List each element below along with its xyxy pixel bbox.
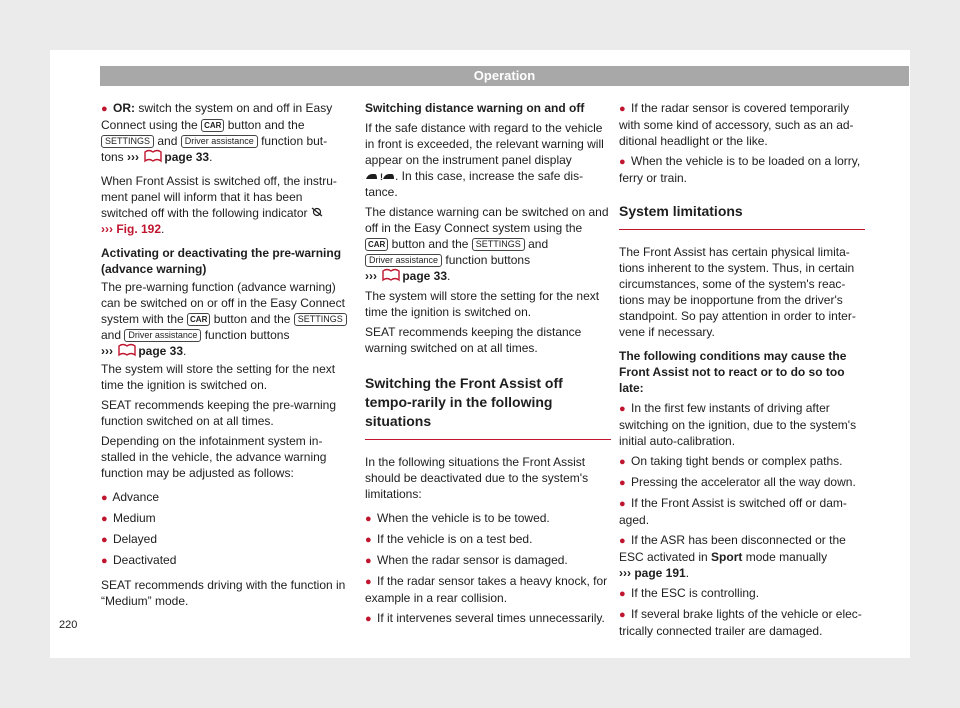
book-icon xyxy=(382,268,400,282)
settings-button-icon: SETTINGS xyxy=(294,313,347,326)
car-button-icon: CAR xyxy=(201,119,224,132)
header-bar: Operation xyxy=(100,66,909,86)
conditions-heading: The following conditions may cause the Front Assist not to react or to do so too late: xyxy=(619,349,847,395)
list-item: ● If the Front Assist is switched off or dam-aged. xyxy=(619,496,847,527)
bullet-icon: ● xyxy=(101,513,108,525)
list-item: ● Advance xyxy=(101,490,160,504)
bullet-icon: ● xyxy=(365,576,372,588)
page33-link[interactable]: page 33 xyxy=(164,150,210,164)
bullet-icon: ● xyxy=(101,492,108,504)
list-item: ● If the vehicle is on a test bed. xyxy=(365,532,533,546)
driver-assistance-button-icon: Driver assistance xyxy=(124,329,201,342)
bullet-icon: ● xyxy=(101,534,108,546)
list-item: ● If the radar sensor takes a heavy knock, for example in a rear collision. xyxy=(365,574,608,605)
list-item: ● Delayed xyxy=(101,532,158,546)
recommend-text: SEAT recommends keeping the pre-warning function switched on at all times. xyxy=(101,398,337,428)
list-item: ● If the ASR has been disconnected or the ESC activated in Sport mode manually ››› page 191. xyxy=(619,533,846,580)
bullet-icon: ● xyxy=(365,613,372,625)
store-setting-text: The system will store the setting for the next time the ignition is switched on. xyxy=(101,362,336,392)
bullet-icon: ● xyxy=(619,403,626,415)
list-item: ● If several brake lights of the vehicle or elec-trically connected trailer are damaged. xyxy=(619,607,862,638)
list-item: ● Medium xyxy=(101,511,156,525)
column-3 xyxy=(619,100,865,643)
bullet-icon: ● xyxy=(619,477,626,489)
medium-mode-text: SEAT recommends driving with the function in “Medium” mode. xyxy=(101,578,346,608)
driver-assistance-button-icon: Driver assistance xyxy=(365,254,442,267)
car-button-icon: CAR xyxy=(365,238,388,251)
situations-intro: In the following situations the Front Assist should be deactivated due to the system's limitations: xyxy=(365,455,589,501)
page33-link[interactable]: page 33 xyxy=(138,344,184,358)
bullet-icon: ● xyxy=(619,535,626,547)
prewarning-paragraph: The pre-warning function (advance warning) can be switched on or off in the Easy Connect system with the CAR button and the SETTINGS and Driver assistance function buttons ››› page 33. xyxy=(101,280,345,358)
list-item: ● When the vehicle is to be loaded on a lorry, ferry or train. xyxy=(619,154,861,185)
section-title-system-limitations: System limitations xyxy=(619,202,865,230)
book-icon xyxy=(118,343,136,357)
bullet-icon: ● xyxy=(619,456,626,468)
list-item: ● In the first few instants of driving after switching on the ignition, due to the system's initial auto-calibration. xyxy=(619,401,857,448)
front-assist-off-icon xyxy=(311,206,323,218)
page-number: 220 xyxy=(59,619,78,631)
bullet-icon: ● xyxy=(619,609,626,621)
list-item: ● Pressing the accelerator all the way down. xyxy=(619,475,856,489)
list-item: ● When the radar sensor is damaged. xyxy=(365,553,568,567)
bullet-icon: ● xyxy=(619,156,626,168)
list-item: ● When the vehicle is to be towed. xyxy=(365,511,550,525)
limitations-paragraph: The Front Assist has certain physical limita-tions inherent to the system. Thus, in certain circumstances, some of the system's reac-tions may be inopportune from the driver's standpoint. So pay attention in order to inter-vene if necessary. xyxy=(619,245,856,339)
section-title-switching-off: Switching the Front Assist off tempo-rarily in the following situations xyxy=(365,374,611,440)
svg-text:!: ! xyxy=(380,172,383,181)
bullet-icon: ● xyxy=(619,588,626,600)
distance-heading: Switching distance warning on and off xyxy=(365,101,585,115)
bullet-icon: ● xyxy=(365,513,372,525)
column-1 xyxy=(101,100,347,617)
list-item: ● If the radar sensor is covered temporarily with some kind of accessory, such as an ad-ditional headlight or the like. xyxy=(619,101,854,148)
indicator-paragraph: When Front Assist is switched off, the instru-ment panel will inform that it has been switched off with the following indicator ››› Fig. 192. xyxy=(101,174,337,236)
recommend-text: SEAT recommends keeping the distance warning switched on at all times. xyxy=(365,325,582,355)
or-paragraph: ● OR: switch the system on and off in Easy Connect using the CAR button and the SETTINGS and Driver assistance function but-tons ››› page 33. xyxy=(101,101,333,164)
page xyxy=(50,50,910,658)
driver-assistance-button-icon: Driver assistance xyxy=(181,135,258,148)
list-item: ● Deactivated xyxy=(101,553,177,567)
infotainment-text: Depending on the infotainment system in-stalled in the vehicle, the advance warning function may be adjusted as follows: xyxy=(101,434,327,480)
page191-link[interactable]: page 191 xyxy=(634,566,686,580)
bullet-icon: ● xyxy=(619,498,626,510)
bullet-icon: ● xyxy=(365,534,372,546)
prewarning-heading: Activating or deactivating the pre-warning (advance warning) xyxy=(101,246,342,276)
bullet-icon: ● xyxy=(101,103,108,115)
bullet-icon: ● xyxy=(101,555,108,567)
page33-link[interactable]: page 33 xyxy=(402,269,448,283)
bullet-icon: ● xyxy=(365,555,372,567)
list-item: ● If it intervenes several times unnecessarily. xyxy=(365,611,605,625)
distance-warning-icon xyxy=(365,171,395,181)
settings-button-icon: SETTINGS xyxy=(472,238,525,251)
settings-button-icon: SETTINGS xyxy=(101,135,154,148)
store-setting-text: The system will store the setting for the next time the ignition is switched on. xyxy=(365,289,600,319)
column-2 xyxy=(365,100,611,631)
book-icon xyxy=(144,149,162,163)
car-button-icon: CAR xyxy=(187,313,210,326)
distance-paragraph: If the safe distance with regard to the vehicle in front is exceeded, the relevant warning will appear on the instrument panel display ! . In this case, increase the safe dis-tance. xyxy=(365,121,604,199)
bullet-icon: ● xyxy=(619,103,626,115)
fig192-link[interactable]: Fig. 192 xyxy=(116,222,162,236)
distance-switch-paragraph: The distance warning can be switched on and off in the Easy Connect system using the CAR button and the SETTINGS and Driver assistance function buttons ››› page 33. xyxy=(365,205,609,283)
list-item: ● On taking tight bends or complex paths. xyxy=(619,454,843,468)
list-item: ● If the ESC is controlling. xyxy=(619,586,760,600)
